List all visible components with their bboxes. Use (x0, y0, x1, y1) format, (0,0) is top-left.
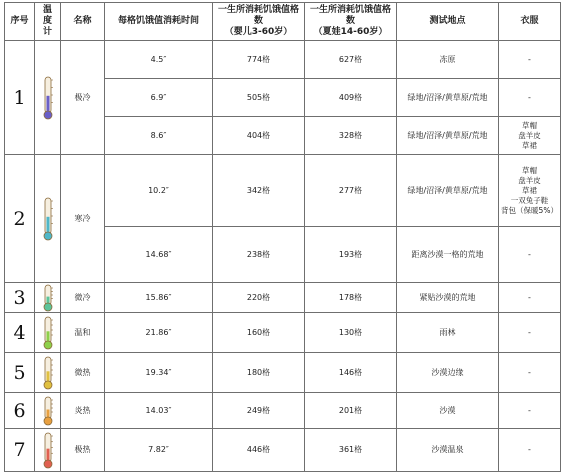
clothes-item: 草帽 (522, 165, 537, 175)
row-index: 1 (5, 41, 35, 155)
thermometer-cell (35, 353, 61, 393)
thermometer-icon (42, 356, 54, 390)
header-lifetime-baby: 一生所消耗饥饿值格数 （婴儿3-60岁） (213, 3, 305, 41)
lifetime-baby-cell: 446格 (213, 429, 305, 472)
clothes-item: 背包（保暖5%） (501, 205, 558, 215)
row-index: 5 (5, 353, 35, 393)
clothes-item: 草帽 (522, 120, 537, 130)
location-cell: 紧贴沙漠的荒地 (397, 283, 499, 313)
clothes-cell (499, 283, 561, 313)
lifetime-baby-cell: 160格 (213, 313, 305, 353)
location-cell: 沙漠温泉 (397, 429, 499, 472)
table-row (5, 393, 561, 429)
row-index: 4 (5, 313, 35, 353)
lifetime-baby-cell: 505格 (213, 79, 305, 117)
row-index: 3 (5, 283, 35, 313)
lifetime-baby-cell: 774格 (213, 41, 305, 79)
clothes-item: - (528, 405, 531, 415)
time-per-slot-cell: 7.82″ (105, 429, 213, 472)
clothes-cell (499, 313, 561, 353)
clothes-item: - (528, 249, 531, 259)
clothes-cell (499, 117, 561, 155)
lifetime-eve-cell: 201格 (305, 393, 397, 429)
time-per-slot-cell: 15.86″ (105, 283, 213, 313)
lifetime-baby-cell: 238格 (213, 227, 305, 283)
time-per-slot-cell: 21.86″ (105, 313, 213, 353)
time-per-slot-cell: 14.68″ (105, 227, 213, 283)
lifetime-baby-cell: 180格 (213, 353, 305, 393)
thermometer-icon (42, 432, 54, 469)
time-per-slot-cell: 4.5″ (105, 41, 213, 79)
temperature-name: 极冷 (61, 41, 105, 155)
lifetime-eve-cell: 193格 (305, 227, 397, 283)
clothes-cell (499, 79, 561, 117)
clothes-item: 草裙 (522, 140, 537, 150)
header-time-per-slot: 每格饥饿值消耗时间 (105, 3, 213, 41)
lifetime-eve-cell: 146格 (305, 353, 397, 393)
time-per-slot-cell: 6.9″ (105, 79, 213, 117)
lifetime-eve-cell: 409格 (305, 79, 397, 117)
lifetime-eve-cell: 277格 (305, 155, 397, 227)
header-row (5, 3, 561, 41)
thermometer-cell (35, 155, 61, 283)
header-thermometer: 温度计 (35, 3, 61, 41)
header-name: 名称 (61, 3, 105, 41)
location-cell: 距离沙漠一格的荒地 (397, 227, 499, 283)
temperature-hunger-table (4, 2, 561, 472)
header-clothes: 衣服 (499, 3, 561, 41)
temperature-name: 炎热 (61, 393, 105, 429)
lifetime-baby-cell: 220格 (213, 283, 305, 313)
time-per-slot-cell: 19.34″ (105, 353, 213, 393)
location-cell: 雨林 (397, 313, 499, 353)
clothes-cell (499, 41, 561, 79)
temperature-name: 微热 (61, 353, 105, 393)
lifetime-baby-cell: 249格 (213, 393, 305, 429)
lifetime-baby-cell: 404格 (213, 117, 305, 155)
table-row (5, 353, 561, 393)
thermometer-icon (42, 197, 54, 241)
thermometer-cell (35, 41, 61, 155)
table-row (5, 155, 561, 227)
temperature-name: 寒冷 (61, 155, 105, 283)
clothes-item: - (528, 292, 531, 302)
clothes-item: - (528, 445, 531, 454)
thermometer-icon (42, 76, 54, 120)
temperature-name: 微冷 (61, 283, 105, 313)
lifetime-eve-cell: 328格 (305, 117, 397, 155)
clothes-cell (499, 227, 561, 283)
row-index: 7 (5, 429, 35, 472)
temperature-name: 温和 (61, 313, 105, 353)
clothes-cell (499, 353, 561, 393)
clothes-item: - (528, 327, 531, 337)
lifetime-eve-cell: 178格 (305, 283, 397, 313)
location-cell: 冻原 (397, 41, 499, 79)
lifetime-baby-cell: 342格 (213, 155, 305, 227)
time-per-slot-cell: 14.03″ (105, 393, 213, 429)
row-index: 6 (5, 393, 35, 429)
thermometer-icon (42, 284, 54, 312)
lifetime-eve-cell: 361格 (305, 429, 397, 472)
location-cell: 沙漠 (397, 393, 499, 429)
thermometer-cell (35, 283, 61, 313)
clothes-cell (499, 393, 561, 429)
lifetime-eve-cell: 627格 (305, 41, 397, 79)
clothes-item: 一双兔子鞋 (510, 195, 549, 205)
temperature-table-wrapper (4, 2, 560, 472)
thermometer-icon (42, 316, 54, 350)
header-location: 测试地点 (397, 3, 499, 41)
location-cell: 绿地/沼泽/黄草原/荒地 (397, 155, 499, 227)
clothes-item: 草裙 (522, 185, 537, 195)
lifetime-eve-cell: 130格 (305, 313, 397, 353)
thermometer-icon (42, 396, 54, 426)
header-index: 序号 (5, 3, 35, 41)
thermometer-cell (35, 393, 61, 429)
thermometer-cell (35, 313, 61, 353)
location-cell: 绿地/沼泽/黄草原/荒地 (397, 79, 499, 117)
table-row (5, 313, 561, 353)
time-per-slot-cell: 8.6″ (105, 117, 213, 155)
time-per-slot-cell: 10.2″ (105, 155, 213, 227)
clothes-item: - (528, 54, 531, 64)
header-lifetime-eve: 一生所消耗饥饿值格数 （夏娃14-60岁） (305, 3, 397, 41)
clothes-item: - (528, 92, 531, 102)
table-row (5, 41, 561, 79)
clothes-item: 盘羊皮 (518, 175, 541, 185)
clothes-item: 盘羊皮 (518, 130, 541, 140)
location-cell: 绿地/沼泽/黄草原/荒地 (397, 117, 499, 155)
table-body (5, 41, 561, 472)
clothes-cell (499, 155, 561, 227)
location-cell: 沙漠边缘 (397, 353, 499, 393)
clothes-item: - (528, 367, 531, 377)
temperature-name: 极热 (61, 429, 105, 472)
table-row (5, 283, 561, 313)
row-index: 2 (5, 155, 35, 283)
